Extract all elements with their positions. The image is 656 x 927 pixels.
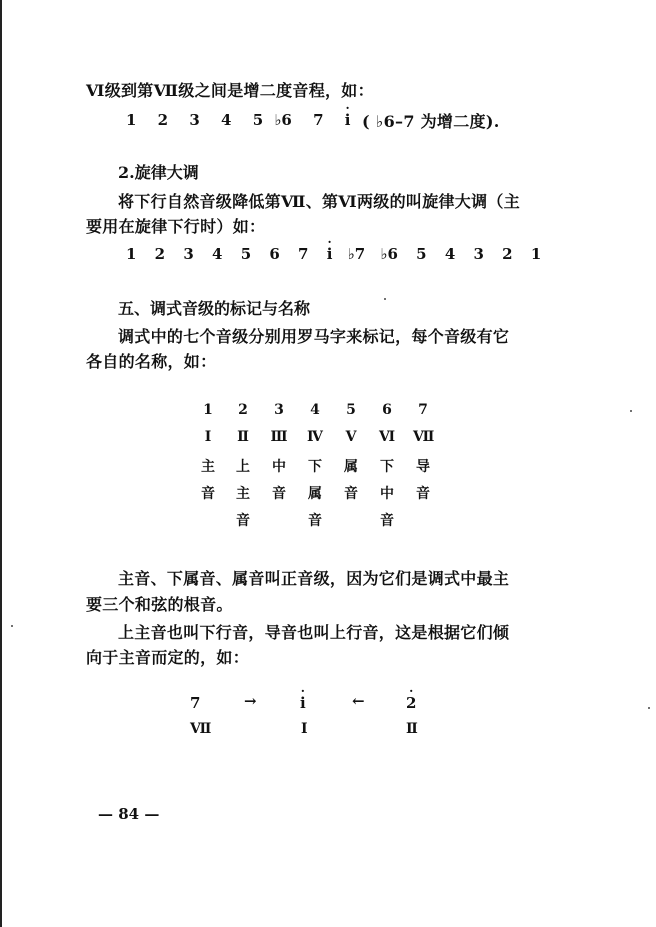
note: 7 (313, 111, 324, 129)
degree-number: 5 (346, 402, 356, 418)
tonic-note: · i (300, 684, 306, 712)
note: 2 (154, 245, 166, 263)
note: 7 (298, 245, 309, 263)
section-2-line-1: 将下行自然音级降低第Ⅶ、第Ⅵ两级的叫旋律大调（主 (118, 192, 520, 211)
note: 3 (189, 111, 200, 129)
scan-speck (630, 410, 632, 412)
note: 5 (252, 111, 264, 129)
octave-dot-icon: · (300, 684, 305, 698)
degree-name-char: 音 (380, 513, 394, 529)
degree-name-char: 属 (344, 459, 358, 475)
degree-number: 3 (274, 402, 284, 418)
roman-numeral: Ⅱ (237, 429, 249, 445)
degree-number: 1 (203, 402, 213, 418)
section-2-title: 2.旋律大调 (118, 163, 199, 182)
note: 4 (221, 111, 232, 129)
degree-name-char: 音 (201, 486, 215, 502)
note: 1 (126, 245, 137, 263)
octave-dot-icon: · (345, 101, 350, 115)
scale-example-1 (126, 101, 351, 129)
section-2-line-2: 要用在旋律下行时）如： (86, 217, 266, 236)
degree-number: 7 (418, 402, 428, 418)
flat-note: ♭6 (380, 245, 398, 263)
supertonic-roman: Ⅱ (406, 721, 418, 737)
note: 2 (502, 245, 513, 263)
high-note: · i (344, 101, 351, 129)
degree-name-char: 音 (236, 513, 250, 529)
leading-tone-roman: Ⅶ (190, 721, 212, 737)
degree-number: 4 (310, 402, 320, 418)
note: 3 (183, 245, 194, 263)
roman-numeral: Ⅰ (204, 429, 212, 445)
note: 1 (530, 245, 542, 263)
degree-name-char: 中 (380, 486, 394, 502)
section-5-title: 五、调式音级的标记与名称 (118, 299, 311, 318)
arrow-left-icon: ← (352, 692, 365, 710)
scale-example-2 (126, 235, 542, 263)
octave-dot-icon: · (327, 235, 332, 249)
flat-note: ♭7 (347, 245, 366, 263)
scan-speck (648, 707, 650, 709)
degree-name-char: 主 (236, 486, 250, 502)
degree-name-char: 中 (272, 459, 286, 475)
section-5-line-1: 调式中的七个音级分别用罗马字来标记，每个音级有它 (118, 327, 510, 346)
arrow-right-icon: → (244, 692, 257, 710)
para-b-line-2: 向于主音而定的，如： (86, 648, 250, 667)
degree-name-char: 音 (308, 513, 322, 529)
note: 2 (157, 111, 169, 129)
note: 4 (212, 245, 223, 263)
degree-name-char: 音 (272, 486, 286, 502)
scale-note-annotation: ( ♭6–7 为增二度). (362, 112, 500, 131)
degree-name-char: 下 (308, 459, 322, 475)
roman-numeral: Ⅶ (413, 429, 435, 445)
note: 5 (416, 245, 427, 263)
note: 3 (473, 245, 484, 263)
degree-name-char: 上 (236, 459, 250, 475)
degree-name-char: 下 (380, 459, 394, 475)
para-a-line-2: 要三个和弦的根音。 (86, 595, 233, 614)
supertonic-note: · 2 (406, 684, 417, 712)
para-b-line-1: 上主音也叫下行音，导音也叫上行音，这是根据它们倾 (118, 623, 510, 642)
roman-numeral: Ⅲ (270, 429, 288, 445)
degree-name-char: 属 (308, 486, 322, 502)
degree-number: 6 (382, 402, 392, 418)
degree-name-char: 音 (416, 486, 430, 502)
degree-name-char: 主 (201, 459, 215, 475)
scan-speck (11, 625, 13, 627)
degree-name-char: 音 (344, 486, 358, 502)
intro-line: Ⅵ级到第Ⅶ级之间是增二度音程，如： (86, 81, 374, 100)
roman-numeral: Ⅵ (378, 429, 396, 445)
roman-numeral: Ⅴ (345, 429, 357, 445)
note: 4 (444, 245, 456, 263)
page-number: — 84 — (98, 805, 160, 823)
roman-numeral: Ⅳ (307, 429, 323, 445)
tonic-roman: Ⅰ (301, 721, 308, 737)
high-note: · i (326, 235, 333, 263)
note: 5 (240, 245, 252, 263)
note: 6 (269, 245, 280, 263)
octave-dot-icon: · (409, 684, 414, 698)
note: 1 (126, 111, 137, 129)
section-5-line-2: 各自的名称，如： (86, 352, 217, 371)
scan-speck (384, 298, 386, 300)
flat-note: ♭6 (274, 111, 292, 129)
degree-number: 2 (238, 402, 248, 418)
page-edge-shadow (0, 0, 2, 927)
leading-tone-note: 7 (190, 694, 201, 712)
degree-name-char: 导 (416, 459, 430, 475)
para-a-line-1: 主音、下属音、属音叫正音级，因为它们是调式中最主 (118, 569, 510, 588)
